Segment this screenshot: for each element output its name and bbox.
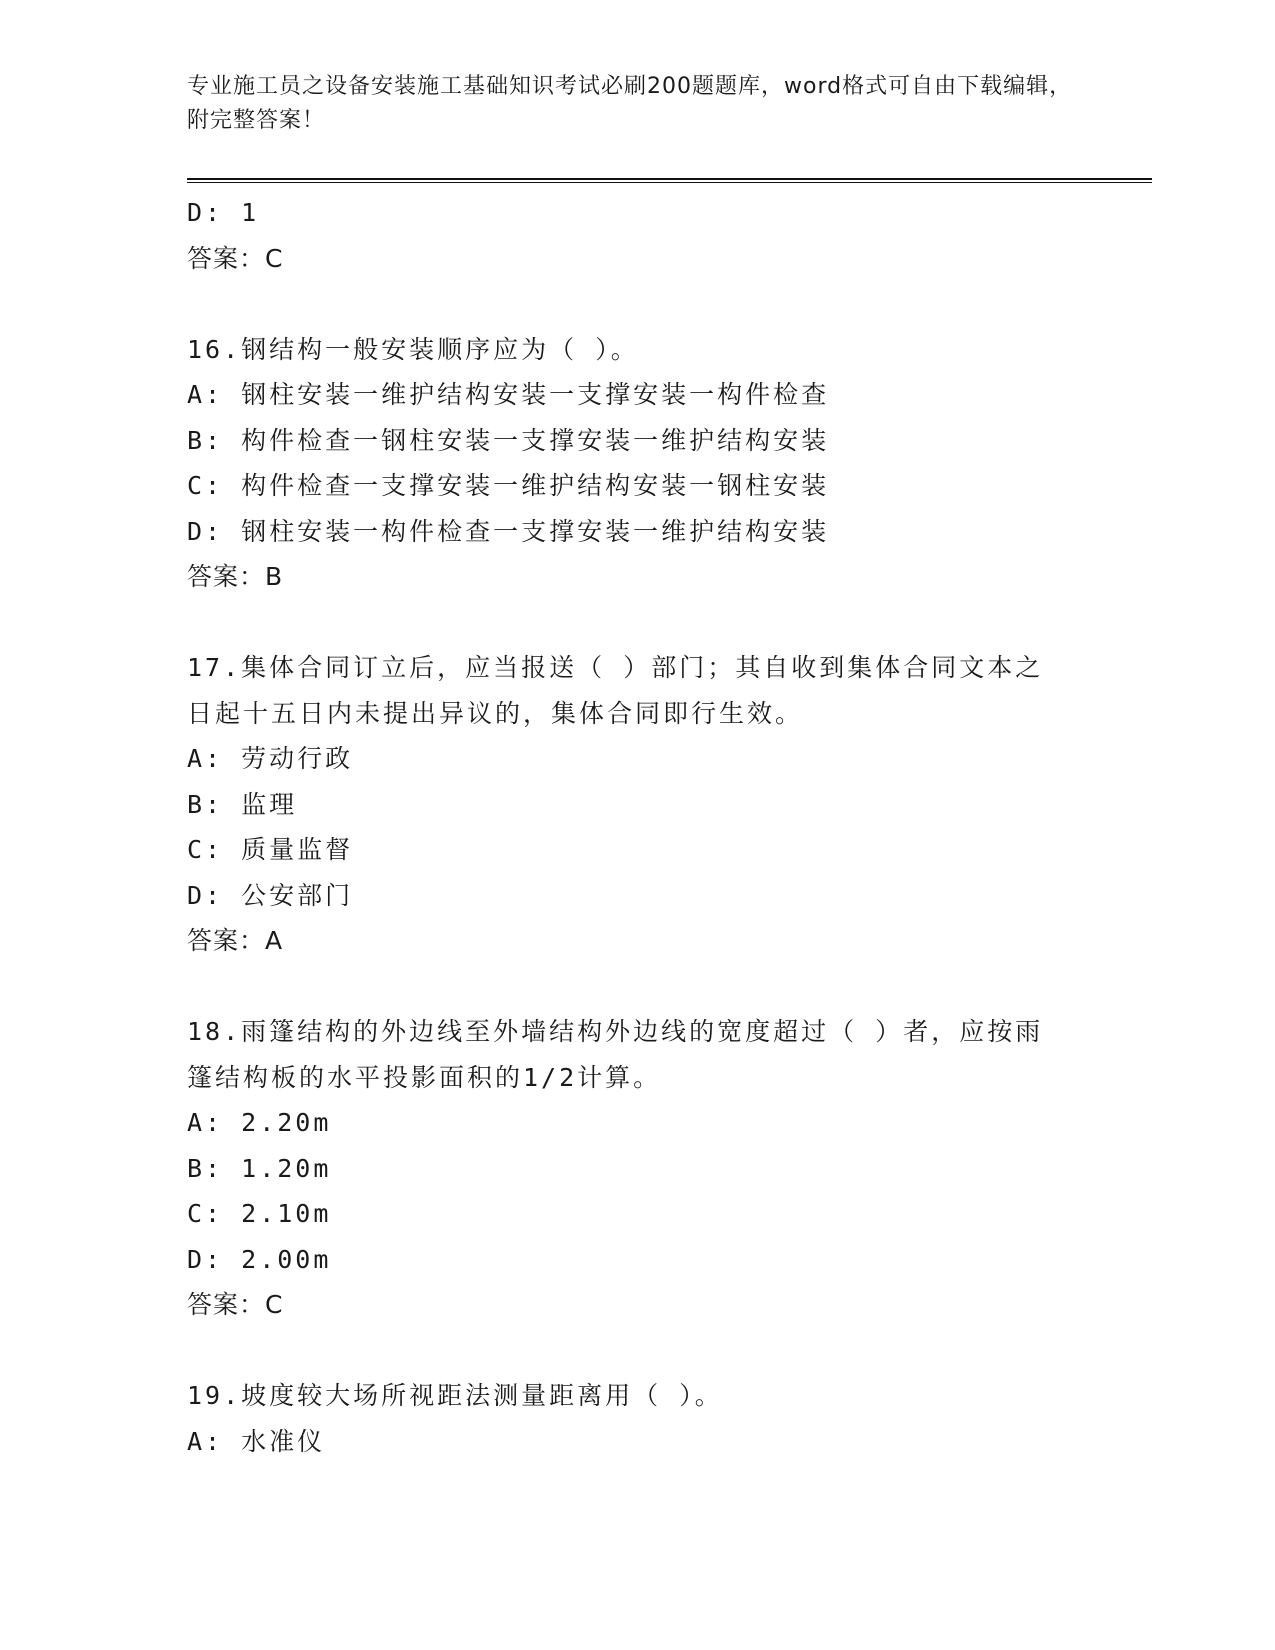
header-rule-thick bbox=[187, 178, 1152, 180]
option-b: B: 1.20m bbox=[187, 1153, 332, 1183]
header-rule-thin bbox=[187, 182, 1152, 183]
spacer bbox=[187, 964, 1087, 1010]
prev-answer: 答案：C bbox=[187, 243, 284, 273]
question-stem: 19.坡度较大场所视距法测量距离用（ ）。 bbox=[187, 1381, 723, 1410]
option-c: C: 质量监督 bbox=[187, 835, 354, 864]
option-b: B: 构件检查一钢柱安装一支撑安装一维护结构安装 bbox=[187, 425, 830, 455]
option-d: D: 钢柱安装一构件检查一支撑安装一维护结构安装 bbox=[187, 516, 830, 546]
document-header-title: 专业施工员之设备安装施工基础知识考试必刷200题题库，word格式可自由下载编辑，附完整答案！ bbox=[187, 74, 1073, 133]
option-a: A: 水准仪 bbox=[187, 1426, 326, 1456]
spacer bbox=[187, 600, 1087, 646]
option-d: D: 2.00m bbox=[187, 1244, 332, 1274]
answer: 答案：B bbox=[187, 562, 284, 591]
answer: 答案：C bbox=[187, 1290, 284, 1319]
question-17 bbox=[187, 645, 1087, 964]
option-a: A: 劳动行政 bbox=[187, 744, 354, 773]
question-16 bbox=[187, 327, 1087, 600]
option-a: A: 2.20m bbox=[187, 1108, 332, 1137]
option-a: A: 钢柱安装一维护结构安装一支撑安装一构件检查 bbox=[187, 380, 830, 409]
question-content bbox=[187, 190, 1087, 1464]
question-stem-line-1: 17.集体合同订立后，应当报送（ ）部门；其自收到集体合同文本之 bbox=[187, 653, 1044, 682]
question-stem-line-1: 18.雨篷结构的外边线至外墙结构外边线的宽度超过（ ）者，应按雨 bbox=[187, 1017, 1044, 1046]
option-c: C: 2.10m bbox=[187, 1199, 332, 1228]
question-19 bbox=[187, 1373, 1087, 1464]
question-stem-line-2: 日起十五日内未提出异议的，集体合同即行生效。 bbox=[187, 698, 804, 728]
question-stem-line-2: 篷结构板的水平投影面积的1/2计算。 bbox=[187, 1062, 662, 1092]
question-18 bbox=[187, 1009, 1087, 1328]
question-stem: 16.钢结构一般安装顺序应为（ ）。 bbox=[187, 334, 639, 364]
answer: 答案：A bbox=[187, 926, 284, 955]
spacer bbox=[187, 281, 1087, 327]
spacer bbox=[187, 1328, 1087, 1374]
option-c: C: 构件检查一支撑安装一维护结构安装一钢柱安装 bbox=[187, 471, 830, 500]
option-d: D: 公安部门 bbox=[187, 880, 354, 910]
option-b: B: 监理 bbox=[187, 789, 298, 819]
prev-option-d: D: 1 bbox=[187, 198, 260, 227]
